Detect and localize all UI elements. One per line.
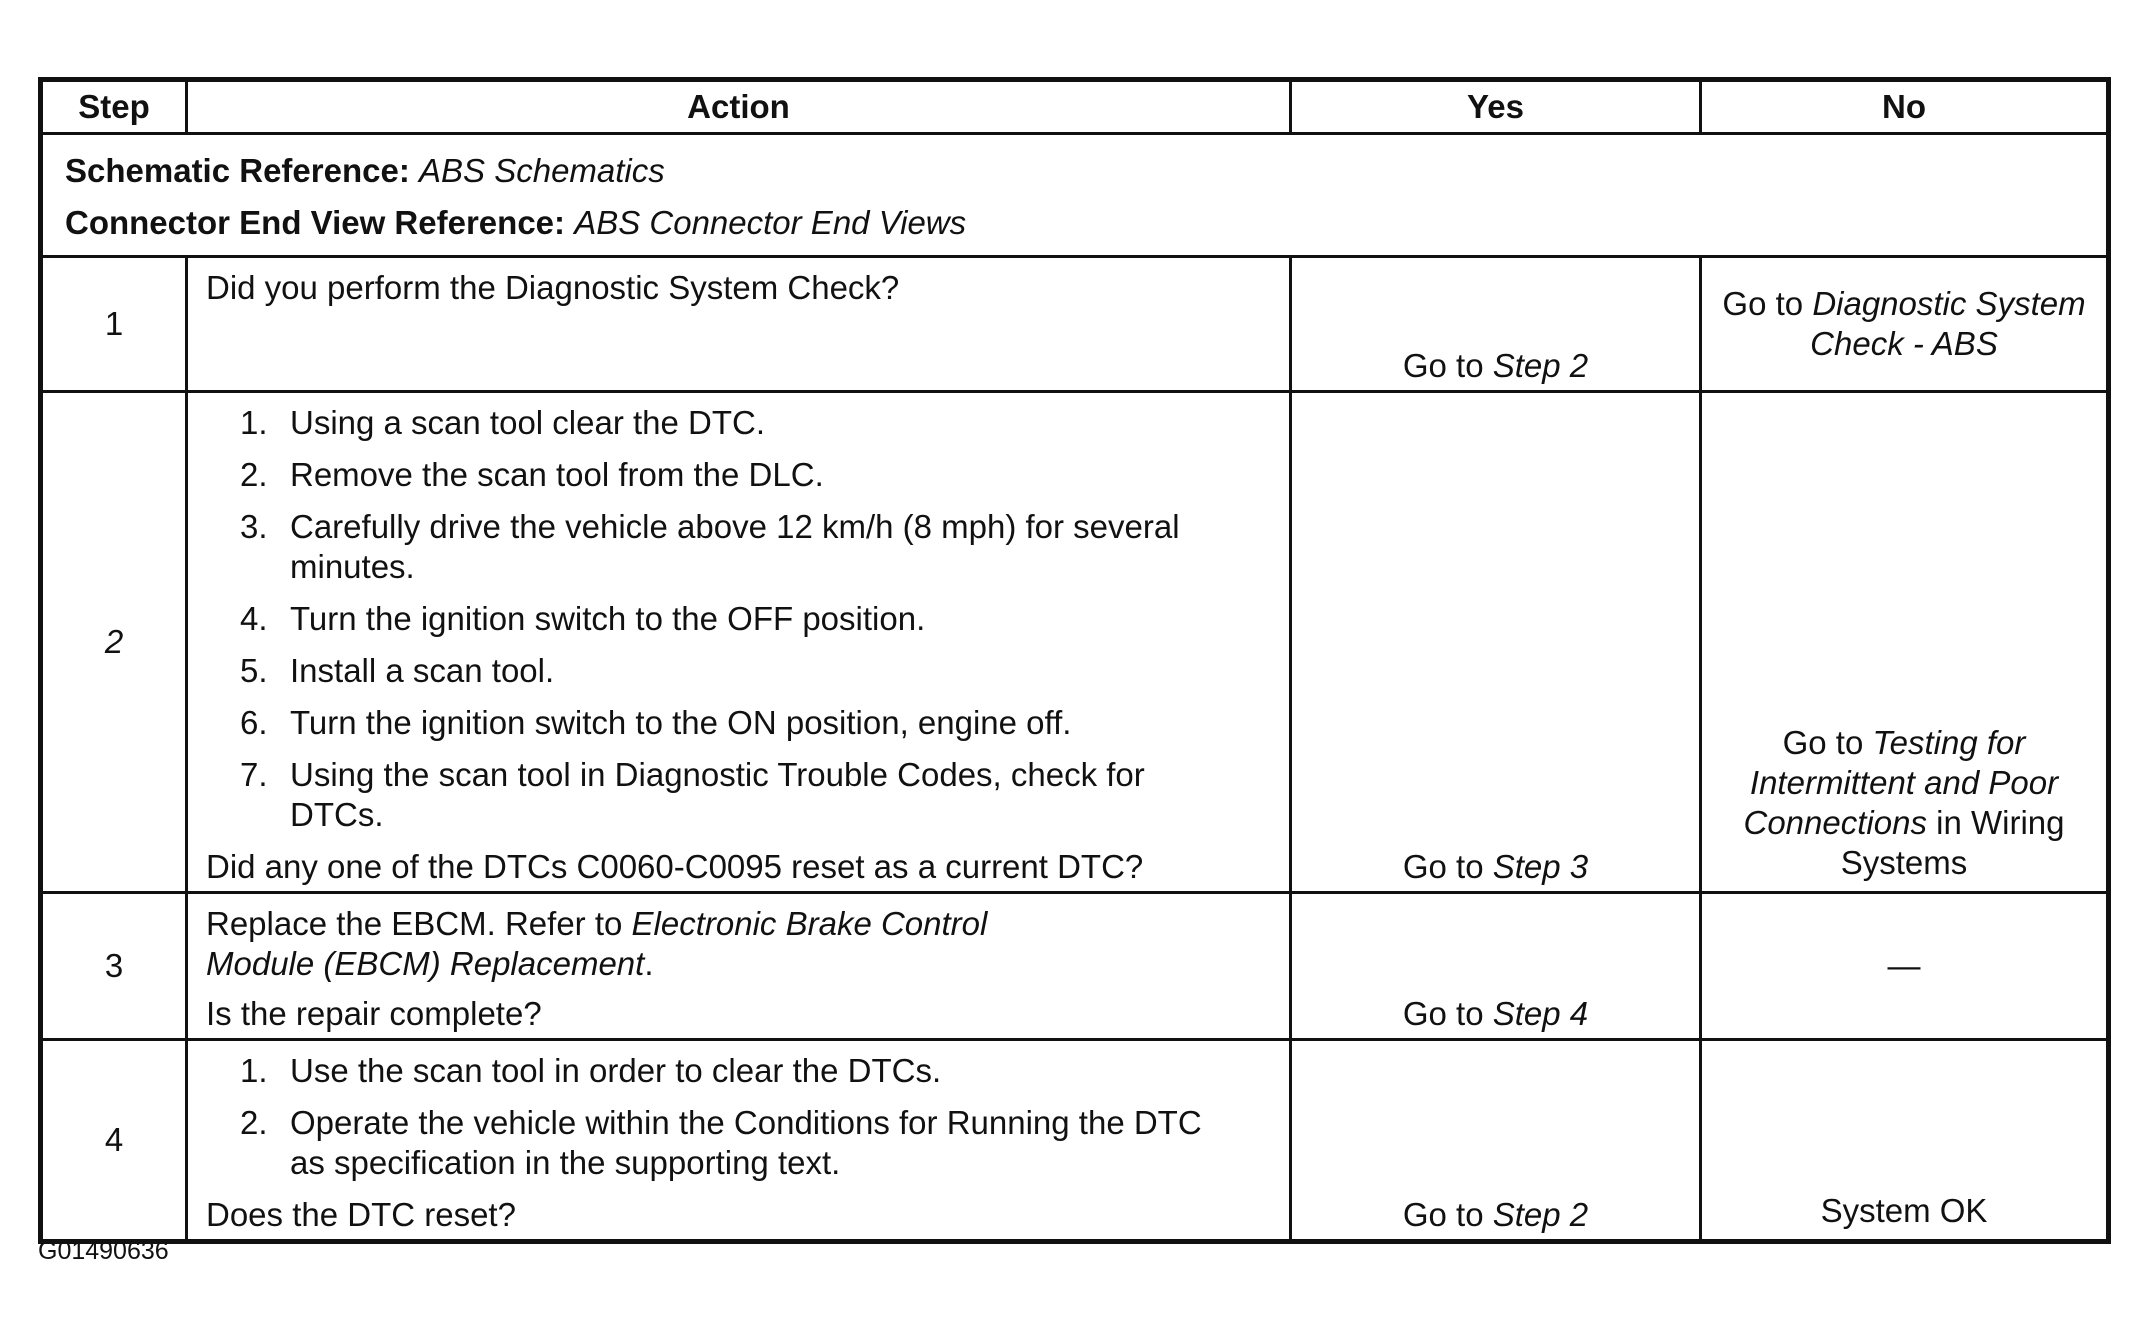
action-step-text: Remove the scan tool from the DLC. (290, 456, 824, 493)
action-step-text: Using the scan tool in Diagnostic Trouble Codes, check for DTCs. (290, 756, 1145, 833)
action-step-text: Install a scan tool. (290, 652, 555, 689)
yes-cell (1291, 1040, 1701, 1242)
action-step-number: 1. (240, 404, 268, 441)
action-step (206, 507, 1273, 587)
connector-reference (65, 197, 2084, 249)
action-step-number: 3. (240, 508, 268, 545)
step-row-1 (41, 257, 2109, 392)
no-cell: — (1701, 893, 2109, 1040)
action-step-number: 1. (240, 1052, 268, 1089)
schematic-reference-label: Schematic Reference: (65, 152, 410, 189)
step-number: 1 (41, 257, 187, 392)
yes-cell (1291, 257, 1701, 392)
yes-prefix: Go to (1402, 1196, 1484, 1233)
action-step-text: Operate the vehicle within the Conditions for Running the DTC as specification in the supporting text. (290, 1104, 1202, 1181)
yes-link[interactable]: Step 3 (1492, 848, 1589, 885)
action-question: Did any one of the DTCs C0060-C0095 reset as a current DTC? (206, 848, 1144, 885)
action-prefix: Replace the EBCM. Refer to (206, 905, 623, 942)
action-question: Is the repair complete? (206, 995, 542, 1032)
action-step (206, 703, 1273, 743)
action-step-number: 6. (240, 704, 268, 741)
action-step-list (206, 1051, 1273, 1183)
action-question: Does the DTC reset? (206, 1196, 516, 1233)
action-step (206, 455, 1273, 495)
header-yes: Yes (1291, 80, 1701, 134)
action-step (206, 651, 1273, 691)
figure-id: G01490636 (38, 1237, 169, 1265)
action-step-text: Use the scan tool in order to clear the DTCs. (290, 1052, 942, 1089)
action-step-list (206, 403, 1273, 835)
reference-cell (41, 134, 2109, 257)
header-no: No (1701, 80, 2109, 134)
action-step-number: 2. (240, 1104, 268, 1141)
no-cell (1701, 392, 2109, 893)
action-question: Did you perform the Diagnostic System Check? (206, 269, 900, 306)
action-step (206, 1051, 1213, 1091)
action-cell (187, 1040, 1291, 1242)
action-cell (187, 392, 1291, 893)
action-step (206, 755, 1273, 835)
action-step-text: Turn the ignition switch to the OFF position. (290, 600, 926, 637)
connector-reference-link[interactable]: ABS Connector End Views (574, 204, 967, 241)
action-cell (187, 257, 1291, 392)
no-prefix: Go to (1722, 285, 1804, 322)
yes-prefix: Go to (1402, 848, 1484, 885)
yes-cell (1291, 893, 1701, 1040)
action-step-number: 5. (240, 652, 268, 689)
action-cell (187, 893, 1291, 1040)
step-row-4 (41, 1040, 2109, 1242)
yes-link[interactable]: Step 2 (1492, 347, 1589, 384)
action-step-text: Turn the ignition switch to the ON position, engine off. (290, 704, 1072, 741)
action-step-number: 4. (240, 600, 268, 637)
action-text (206, 904, 1089, 984)
action-step (206, 403, 1273, 443)
no-link[interactable]: Diagnostic System Check - ABS (1810, 285, 2086, 362)
connector-reference-label: Connector End View Reference: (65, 204, 566, 241)
action-step-text: Carefully drive the vehicle above 12 km/h (8 mph) for several minutes. (290, 508, 1180, 585)
yes-prefix: Go to (1402, 995, 1484, 1032)
step-row-3 (41, 893, 2109, 1040)
action-step-number: 7. (240, 756, 268, 793)
schematic-reference-link[interactable]: ABS Schematics (419, 152, 665, 189)
action-step (206, 1103, 1213, 1183)
action-suffix: . (644, 945, 654, 982)
no-prefix: Go to (1782, 724, 1864, 761)
yes-prefix: Go to (1402, 347, 1484, 384)
no-suffix: in Wiring Systems (1840, 804, 2065, 881)
diagnostic-table (38, 77, 2111, 1244)
yes-link[interactable]: Step 2 (1492, 1196, 1589, 1233)
reference-row (41, 134, 2109, 257)
step-number: 4 (41, 1040, 187, 1242)
action-step-number: 2. (240, 456, 268, 493)
yes-link[interactable]: Step 4 (1492, 995, 1589, 1032)
no-cell (1701, 257, 2109, 392)
action-step-text: Using a scan tool clear the DTC. (290, 404, 766, 441)
no-link[interactable]: Testing for Intermittent and Poor Connections (1743, 724, 2059, 841)
header-step: Step (41, 80, 187, 134)
no-cell: System OK (1701, 1040, 2109, 1242)
step-number: 2 (41, 392, 187, 893)
action-link[interactable]: Electronic Brake Control Module (EBCM) Replacement (206, 905, 988, 982)
step-row-2 (41, 392, 2109, 893)
header-row (41, 80, 2109, 134)
header-action: Action (187, 80, 1291, 134)
schematic-reference (65, 145, 2084, 197)
action-step (206, 599, 1273, 639)
yes-cell (1291, 392, 1701, 893)
step-number: 3 (41, 893, 187, 1040)
